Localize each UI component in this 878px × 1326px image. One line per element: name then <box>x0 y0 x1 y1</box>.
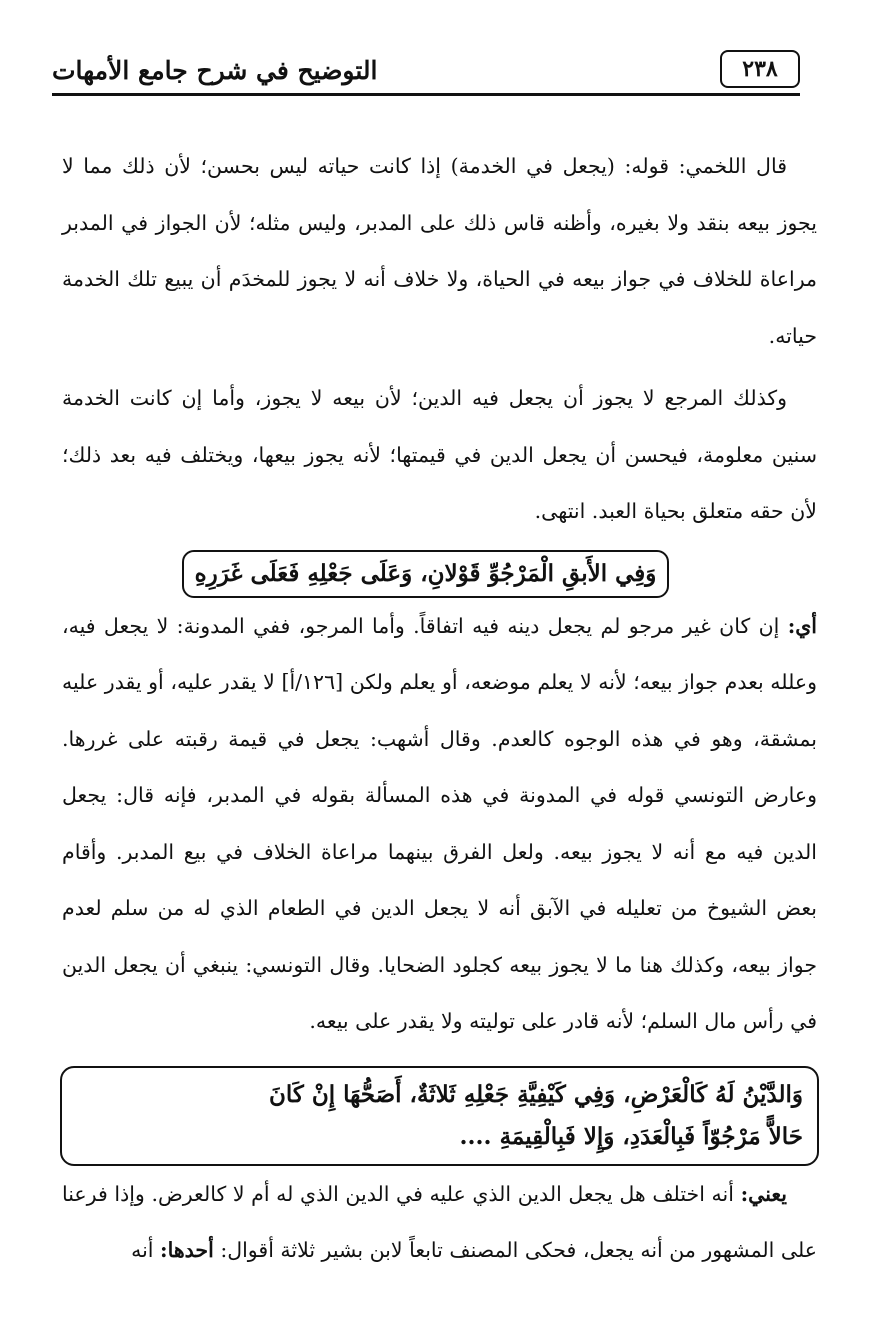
commentary-dayn-continuation: أنه <box>131 1238 154 1262</box>
page-number: ٢٣٨ <box>720 50 800 88</box>
commentary-dayn-text: أنه اختلف هل يجعل الدين الذي عليه في الدين الذي له أم لا كالعرض. وإذا فرعنا على المشهور من أنه يجعل، فحكى المصنف تابعاً لابن بشير ثلاثة أقوال: <box>62 1181 817 1262</box>
commentary-lead-word: أي: <box>787 613 817 638</box>
paragraph-murji: وكذلك المرجع لا يجوز أن يجعل فيه الدين؛ لأن بيعه لا يجوز، وأما إن كانت الخدمة سنين معلومة، فيحسن أن يجعل الدين في قيمتها؛ لأنه يجوز بيعها، ويختلف فيه بعد ذلك؛ لأن حقه متعلق بحياة العبد. انتهى. <box>62 386 817 523</box>
matn-text-abiq: وَفِي الأَبقِ الْمَرْجُوِّ قَوْلانِ، وَعَلَى جَعْلِهِ فَعَلَى غَرَرِهِ <box>194 559 657 587</box>
page-body <box>62 138 817 1279</box>
matn-box-dayn <box>60 1066 819 1166</box>
matn-dayn-line-2: حَالاًّ مَرْجُوّاً فَبِالْعَدَدِ، وَإِلا فَبِالْقِيمَةِ .... <box>459 1122 803 1150</box>
header-rule <box>52 93 800 96</box>
matn-dayn-line-1: وَالدَّيْنُ لَهُ كَالْعَرْضِ، وَفِي كَيْفِيَّةِ جَعْلِهِ ثَلاثَةٌ، أَصَحُّهَا إِنْ كَانَ <box>269 1080 803 1108</box>
paragraph-lakhmi-quote: قال اللخمي: قوله: (يجعل في الخدمة) إذا كانت حياته ليس بحسن؛ لأن ذلك مما لا يجوز بيعه بنقد ولا بغيره، وأظنه قاس ذلك على المدبر، وليس مثله؛ لأن الجواز في المدبر مراعاة للخلاف في جواز بيعه في الحياة، ولا خلاف أنه لا يجوز للمخدَم أن يبيع تلك الخدمة حياته. <box>62 154 817 348</box>
matn-box-abiq <box>182 550 669 598</box>
paragraph-commentary-abiq <box>62 598 817 1050</box>
paragraph-commentary-dayn <box>62 1166 817 1279</box>
page-header <box>52 46 800 96</box>
running-title: التوضيح في شرح جامع الأمهات <box>52 56 378 85</box>
commentary-dayn-first-opinion: أحدها: <box>160 1238 214 1262</box>
commentary-dayn-lead-word: يعني: <box>740 1181 787 1206</box>
commentary-abiq-text: إن كان غير مرجو لم يجعل دينه فيه اتفاقاً. وأما المرجو، ففي المدونة: لا يجعل فيه، وعلله بعدم جواز بيعه؛ لأنه لا يعلم موضعه، أو يعلم ولكن [١٢٦/أ] لا يقدر عليه، أو يقدر عليه بمشقة، وهو في هذه الوجوه كالعدم. وقال أشهب: يجعل في قيمة رقبته على غررها. وعارض التونسي قوله في المدونة في هذه المسألة بقوله في المدبر، فإنه قال: يجعل الدين فيه مع أنه لا يجوز بيعه. ولعل الفرق بينهما مراعاة الخلاف في بيع المدبر. وأقام بعض الشيوخ من تعليله في الآبق أنه لا يجعل الدين في الطعام الذي له من سلم لعدم جواز بيعه، وكذلك هنا ما لا يجوز بيعه كجلود الضحايا. وقال التونسي: ينبغي أن يجعل الدين في رأس مال السلم؛ لأنه قادر على توليته ولا يقدر على بيعه. <box>62 613 817 1033</box>
